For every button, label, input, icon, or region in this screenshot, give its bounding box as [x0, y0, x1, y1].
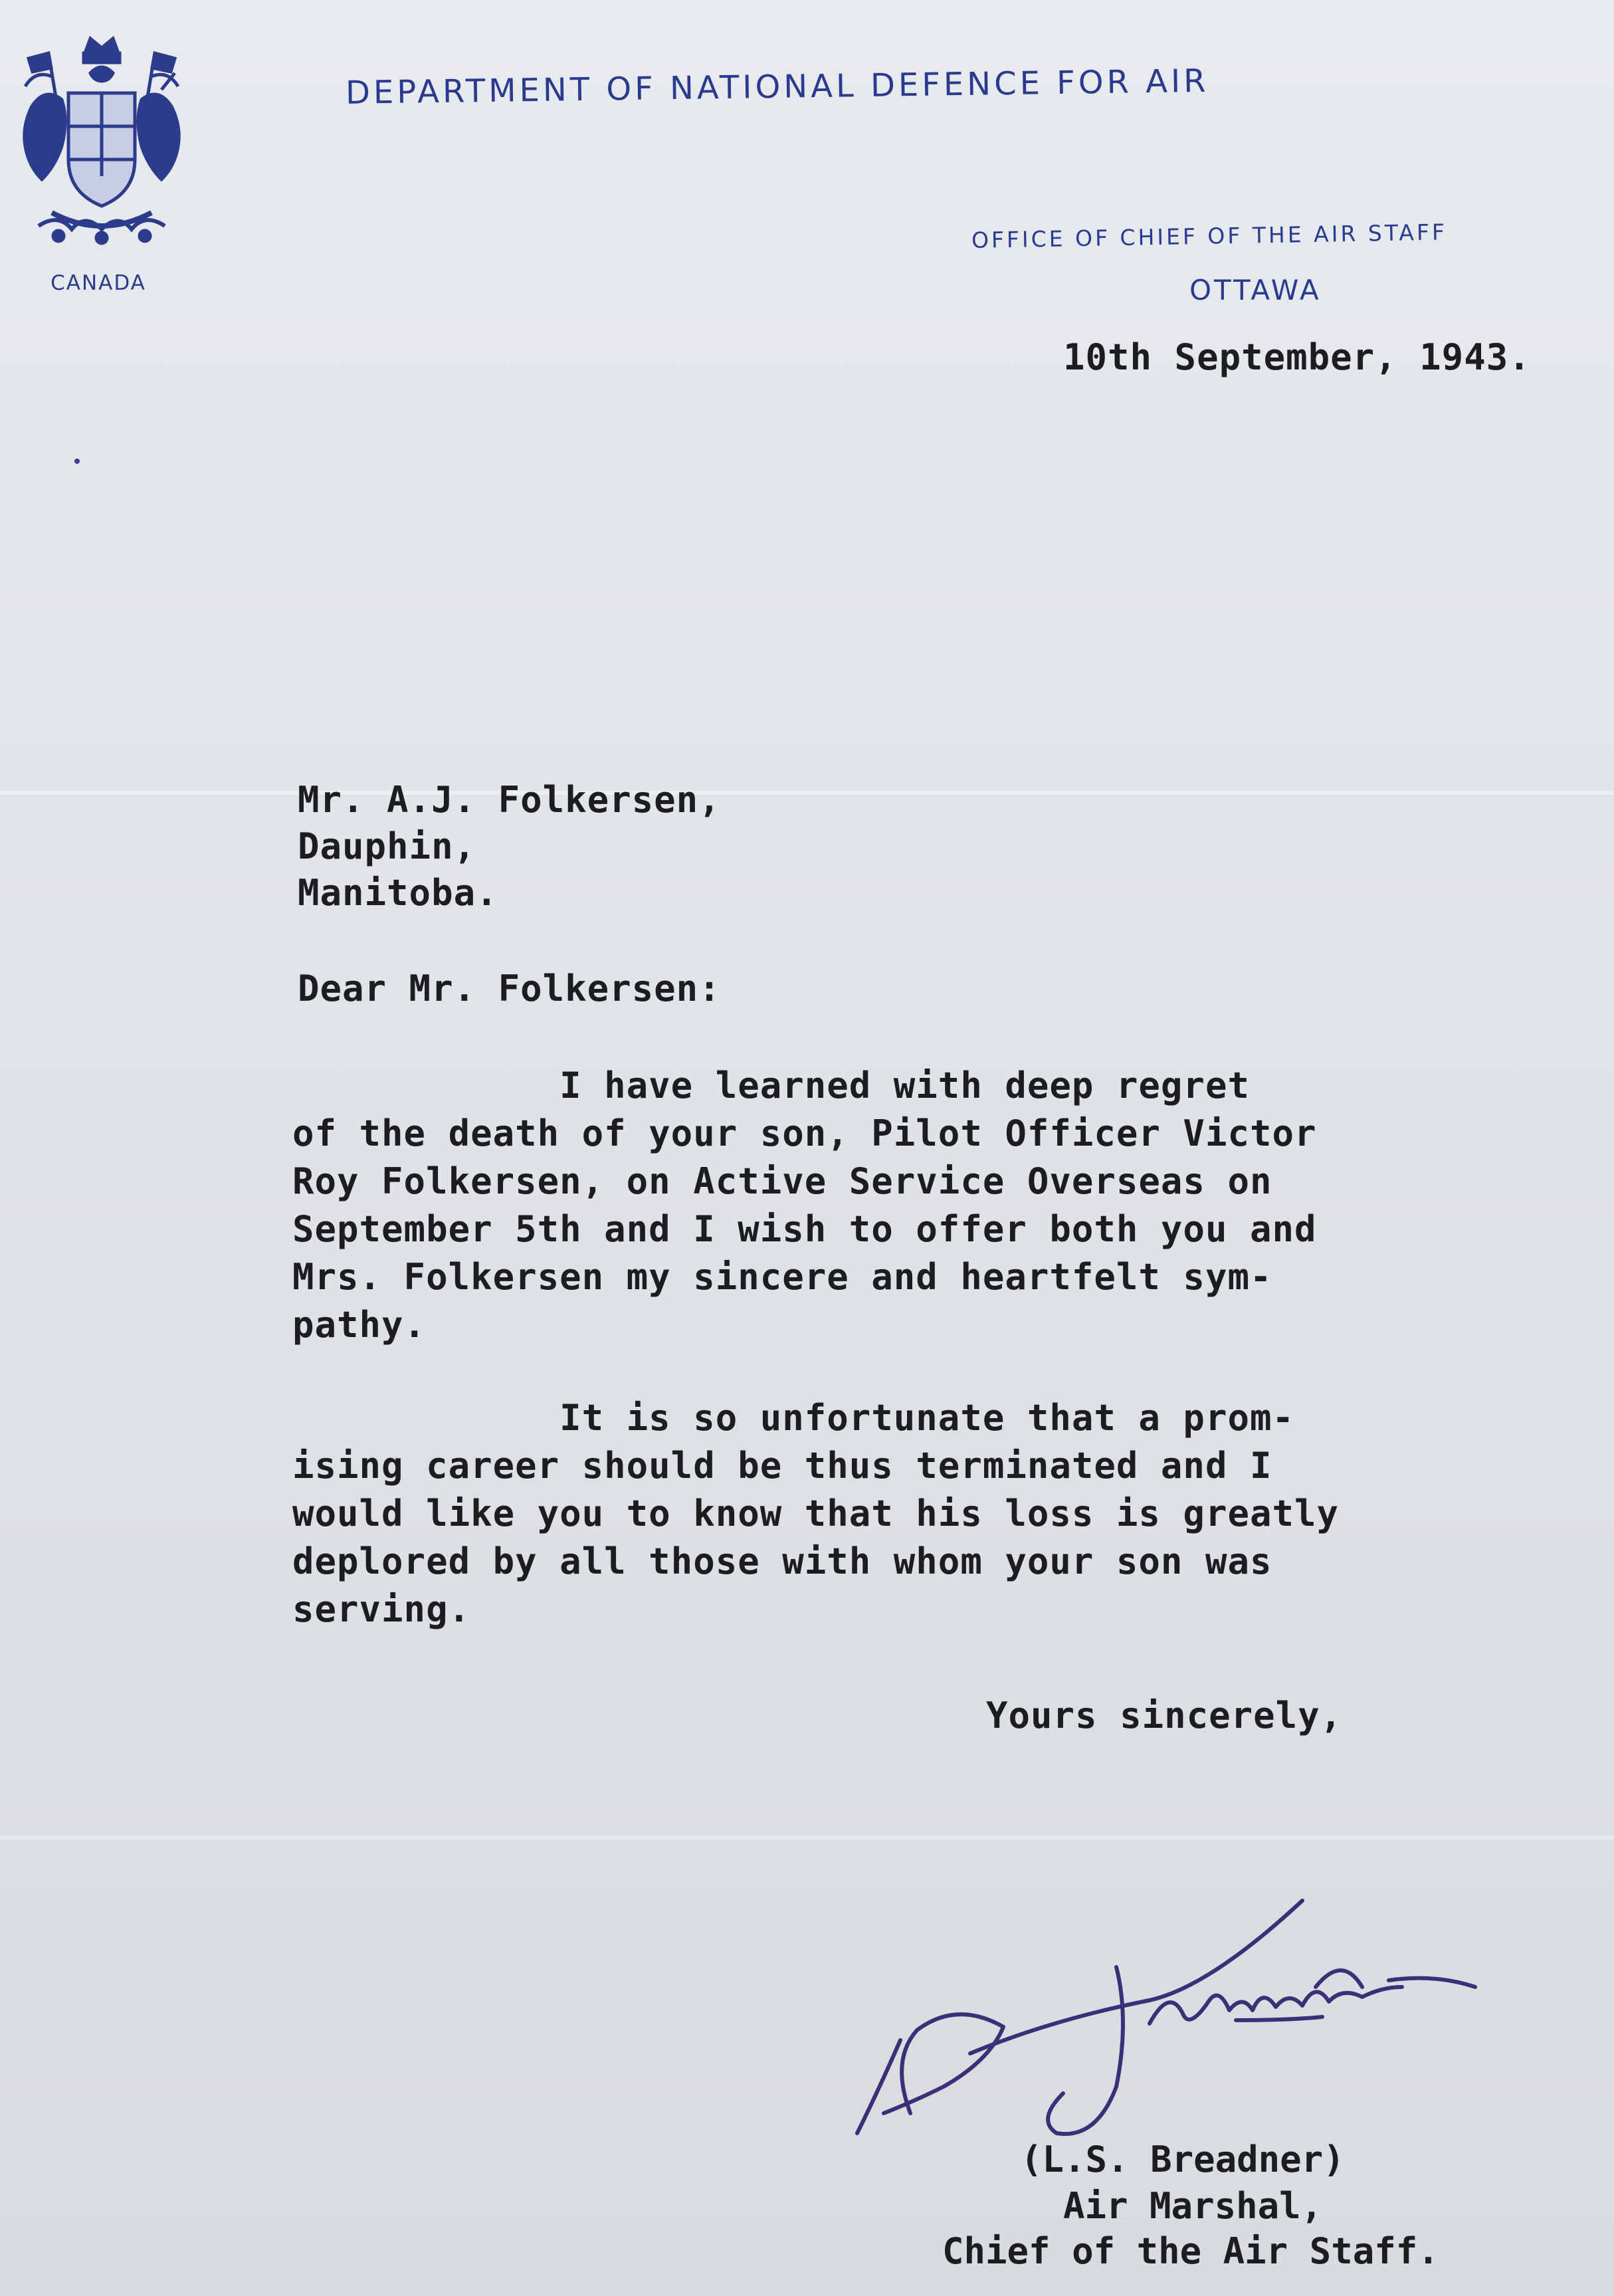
handwritten-signature	[837, 1887, 1568, 2166]
signatory-rank: Air Marshal,	[1063, 2185, 1323, 2227]
office-name: OFFICE OF CHIEF OF THE AIR STAFF	[971, 219, 1448, 253]
paper-fold	[0, 791, 1614, 795]
body-line: ising career should be thus terminated and I	[292, 1445, 1272, 1487]
body-line: pathy.	[292, 1304, 427, 1346]
department-title: DEPARTMENT OF NATIONAL DEFENCE FOR AIR	[345, 62, 1209, 112]
body-line: Roy Folkersen, on Active Service Overseas on	[292, 1160, 1272, 1202]
body-line: of the death of your son, Pilot Officer Victor	[292, 1112, 1317, 1154]
typed-signatory-name: (L.S. Breadner)	[1021, 2139, 1345, 2180]
body-paragraph-1	[292, 1062, 1462, 1349]
body-line: It is so unfortunate that a prom-	[292, 1397, 1294, 1439]
body-paragraph-2	[292, 1394, 1462, 1633]
recipient-town: Dauphin,	[298, 825, 476, 867]
body-line: September 5th and I wish to offer both you and	[292, 1208, 1317, 1250]
body-line: Mrs. Folkersen my sincere and heartfelt sym-	[292, 1256, 1272, 1298]
paper-fold	[0, 1835, 1614, 1839]
country-label: CANADA	[50, 271, 146, 295]
body-line: deplored by all those with whom your son was	[292, 1540, 1272, 1582]
closing: Yours sincerely,	[986, 1695, 1343, 1736]
recipient-name: Mr. A.J. Folkersen,	[298, 779, 721, 821]
recipient-province: Manitoba.	[298, 872, 498, 914]
letter-date: 10th September, 1943.	[1063, 336, 1531, 378]
body-line: serving.	[292, 1588, 471, 1630]
body-line: would like you to know that his loss is greatly	[292, 1493, 1340, 1534]
ink-speck	[74, 459, 80, 464]
city-name: OTTAWA	[1189, 274, 1322, 306]
signatory-position: Chief of the Air Staff.	[942, 2230, 1439, 2272]
salutation: Dear Mr. Folkersen:	[298, 968, 721, 1009]
body-line: I have learned with deep regret	[292, 1065, 1250, 1106]
canadian-coat-of-arms-icon	[12, 27, 191, 253]
